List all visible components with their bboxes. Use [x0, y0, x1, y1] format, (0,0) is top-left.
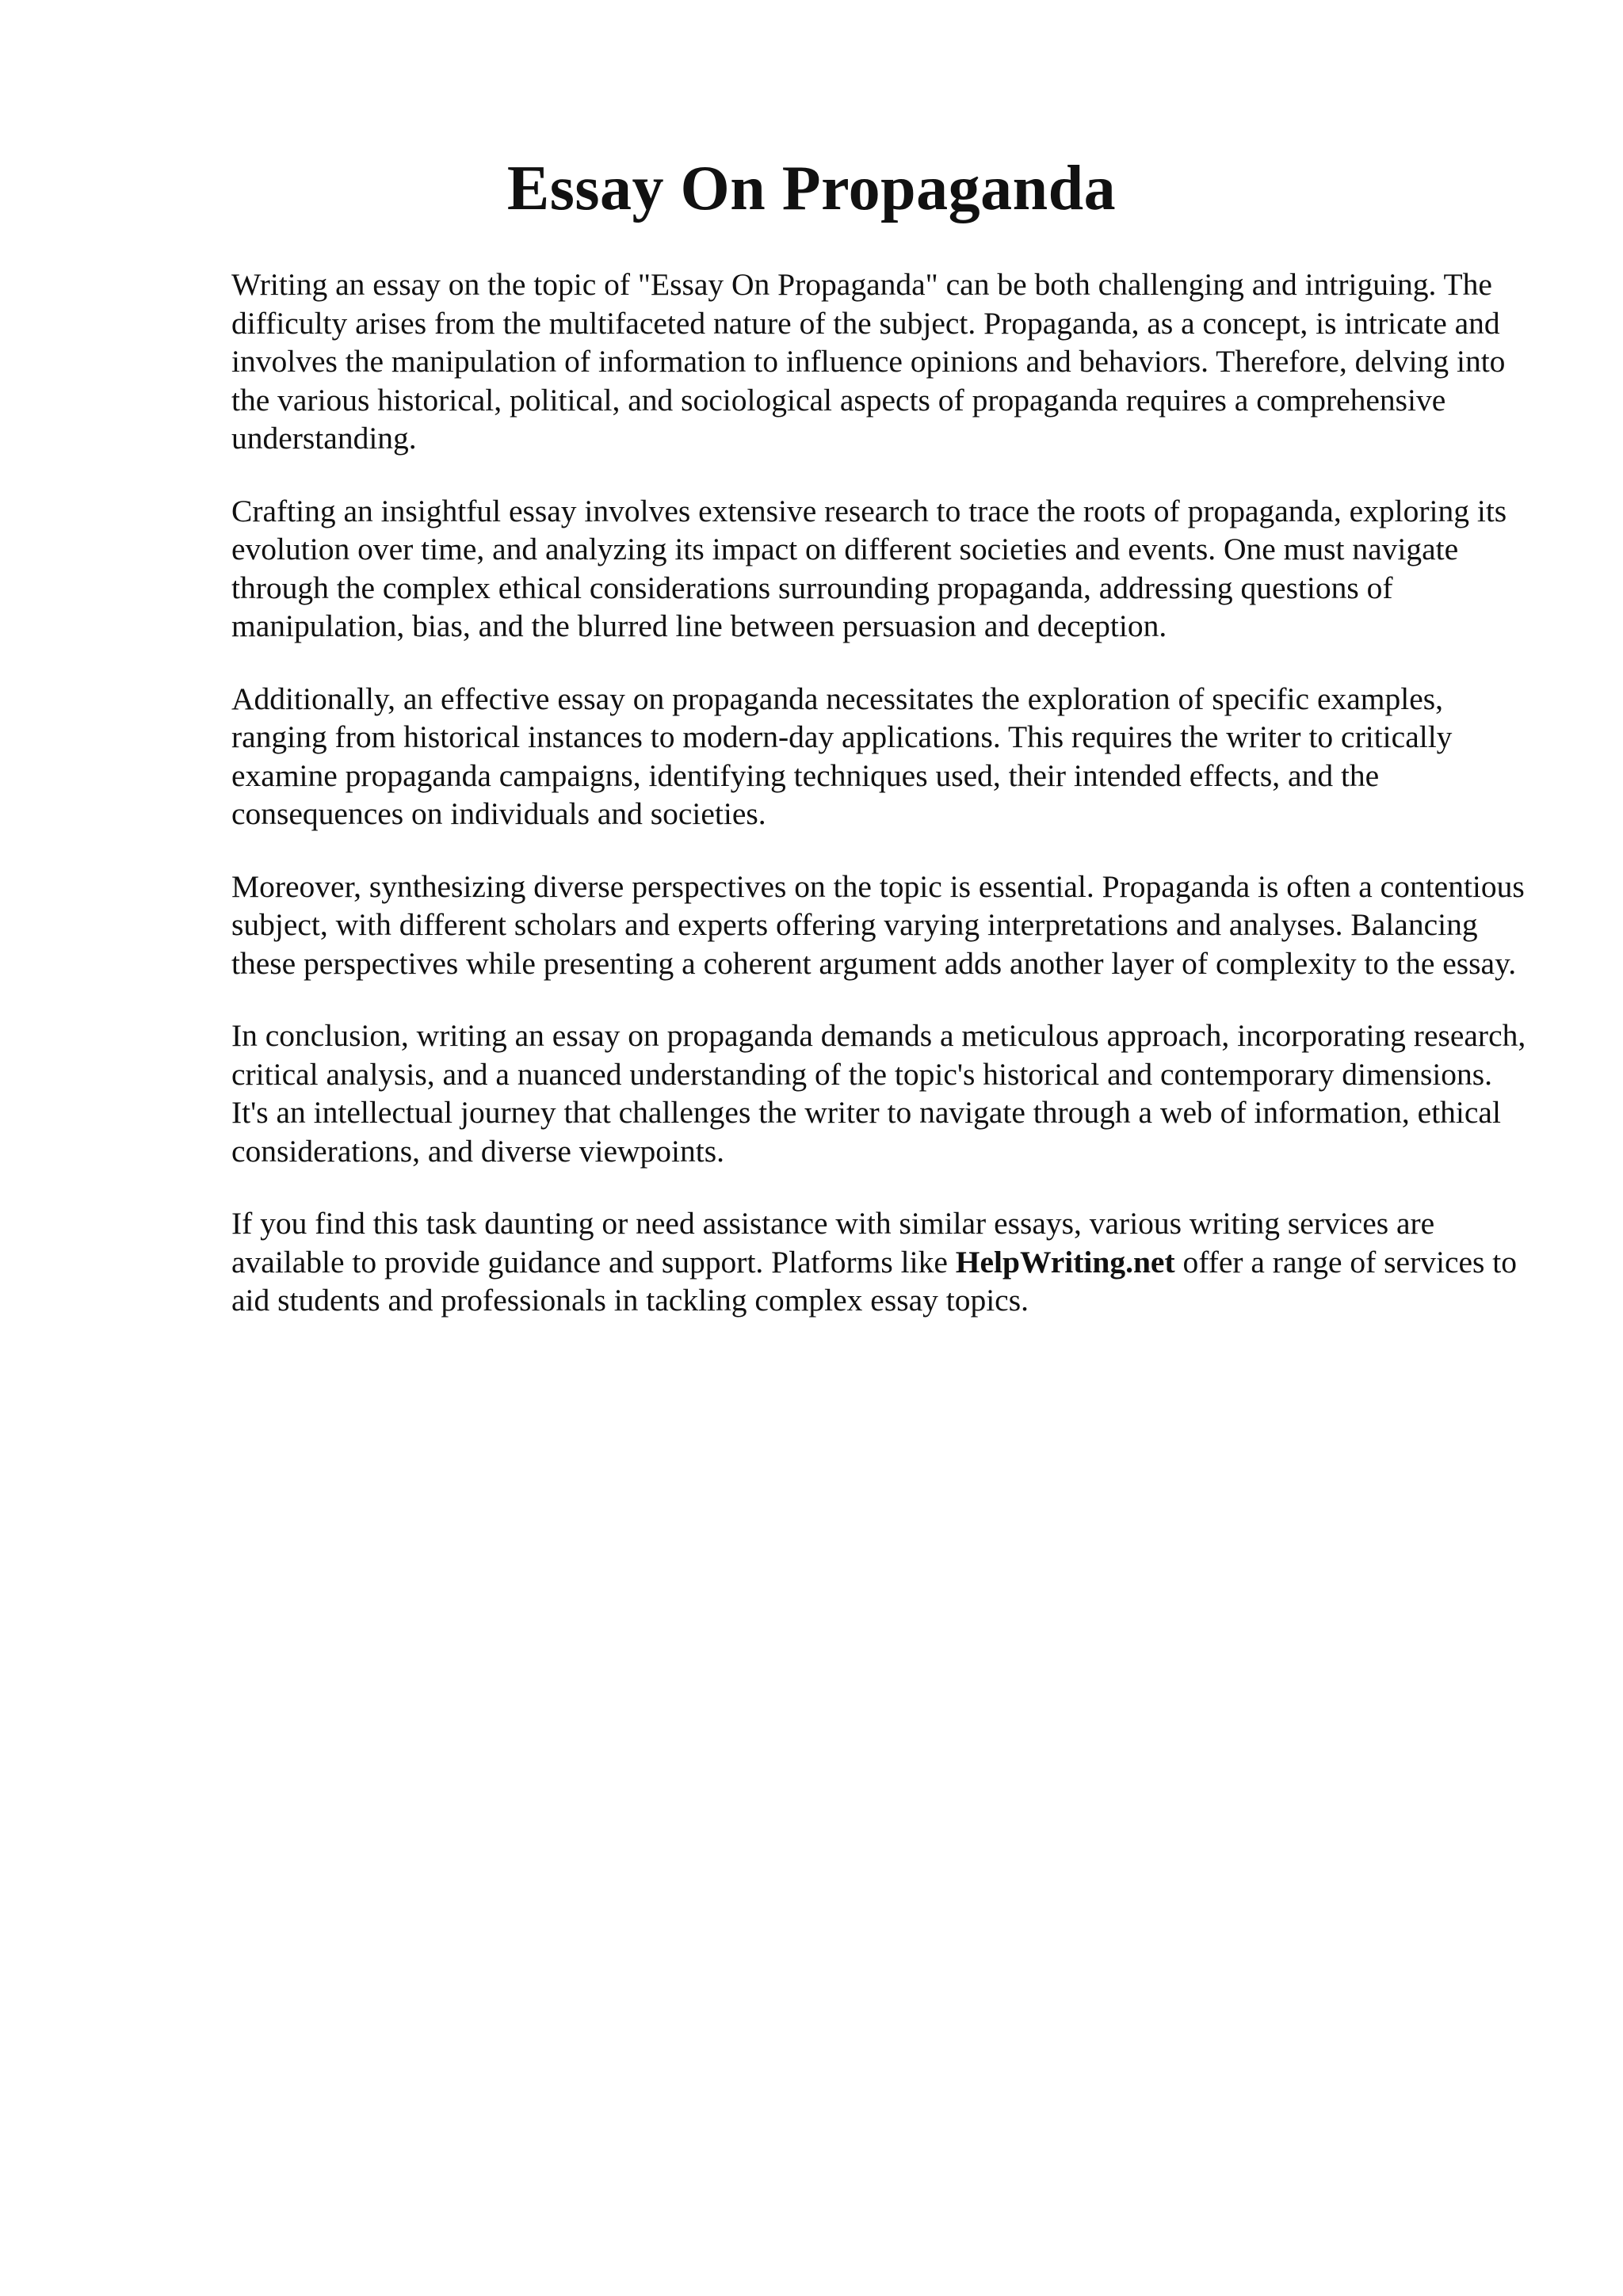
paragraph-1: Writing an essay on the topic of "Essay On Propaganda" can be both challenging and intriguing. The difficulty arises from the multifaceted nature of the subject. Propaganda, as a concept, is intricate and involves the manipulation of information to influence opinions and behaviors. Therefore, delving into the various historical, political, and sociological aspects of propaganda requires a comprehensive understanding.: [231, 267, 1506, 456]
paragraph-5: In conclusion, writing an essay on propaganda demands a meticulous approach, incorporating research, critical analysis, and a nuanced understanding of the topic's historical and contemporary dimensions. It's an intellectual journey that challenges the writer to navigate through a web of information, ethical considerations, and diverse viewpoints.: [231, 1018, 1526, 1169]
closing-text-before: If you find this task daunting or need assistance with similar essays, various writing services are available to provide guidance and support. Platforms like: [231, 1206, 1435, 1280]
paragraph-4: Moreover, synthesizing diverse perspectives on the topic is essential. Propaganda is often a contentious subject, with different scholars and experts offering varying interpretations and analyses. Balancing these perspectives while presenting a coherent argument adds another layer of complexity to the essay.: [231, 868, 1525, 981]
essay-body: [231, 265, 1531, 1320]
closing-paragraph: [231, 1204, 1531, 1320]
closing-text-after: offer a range of services to aid students and professionals in tackling complex essay topics.: [231, 1244, 1518, 1318]
paragraph-3: Additionally, an effective essay on propaganda necessitates the exploration of specific examples, ranging from historical instances to modern-day applications. This requires the writer to critically examine propaganda campaigns, identifying techniques used, their intended effects, and the consequences on individuals and societies.: [231, 681, 1453, 831]
paragraph-2: Crafting an insightful essay involves extensive research to trace the roots of propaganda, exploring its evolution over time, and analyzing its impact on different societies and events. One must navigate through the complex ethical considerations surrounding propaganda, addressing questions of manipulation, bias, and the blurred line between persuasion and deception.: [231, 493, 1507, 643]
page-title: Essay On Propaganda: [506, 154, 1117, 223]
brand-name: HelpWriting.net: [955, 1244, 1175, 1280]
